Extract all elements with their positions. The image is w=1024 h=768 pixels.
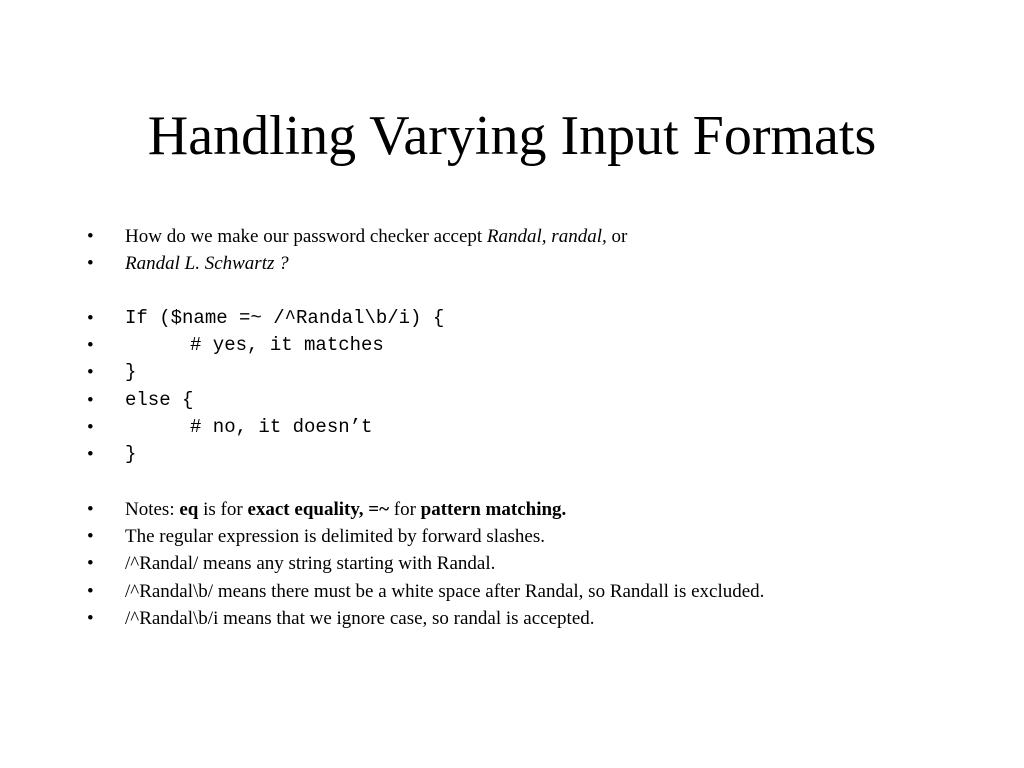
question-prefix: How do we make our password checker accept — [125, 226, 487, 247]
bullet-row — [0, 223, 1024, 250]
bullet-row — [0, 605, 1024, 632]
note-mid: is for — [198, 499, 248, 520]
code-row — [0, 414, 1024, 441]
question-line-2: Randal L. Schwartz ? — [125, 253, 289, 274]
bullet-row — [0, 496, 1024, 523]
note-exact-equality: exact equality, =~ — [247, 499, 389, 520]
bullet-marker: • — [87, 362, 94, 383]
note-mid: for — [389, 499, 421, 520]
note-line-3: /^Randal/ means any string starting with Randal. — [125, 553, 496, 574]
note-line-1 — [125, 496, 566, 523]
bullet-marker: • — [87, 253, 94, 274]
note-line-2: The regular expression is delimited by forward slashes. — [125, 526, 545, 547]
code-row — [0, 387, 1024, 414]
bullet-marker: • — [87, 526, 94, 547]
note-line-4: /^Randal\b/ means there must be a white space after Randal, so Randall is excluded. — [125, 581, 765, 602]
bullet-marker: • — [87, 581, 94, 602]
bullet-marker: • — [87, 553, 94, 574]
note-eq: eq — [179, 499, 199, 520]
code-line: # yes, it matches — [190, 334, 384, 356]
code-line: else { — [125, 389, 194, 411]
bullet-row — [0, 578, 1024, 605]
code-row — [0, 441, 1024, 468]
bullet-marker: • — [87, 608, 94, 629]
bullet-marker: • — [87, 444, 94, 465]
code-line: # no, it doesn’t — [190, 416, 373, 438]
bullet-row — [0, 523, 1024, 550]
bullet-marker: • — [87, 499, 94, 520]
code-row — [0, 305, 1024, 332]
note-prefix: Notes: — [125, 499, 180, 520]
bullet-marker: • — [87, 308, 94, 329]
bullet-row — [0, 250, 1024, 277]
bullet-marker: • — [87, 390, 94, 411]
slide-title: Handling Varying Input Formats — [147, 105, 877, 167]
note-line-5: /^Randal\b/i means that we ignore case, so randal is accepted. — [125, 608, 595, 629]
code-line: } — [125, 361, 137, 383]
bullet-marker: • — [87, 417, 94, 438]
code-row — [0, 359, 1024, 386]
question-names: Randal, randal, — [486, 226, 607, 247]
code-row — [0, 332, 1024, 359]
bullet-row — [0, 550, 1024, 577]
bullet-marker: • — [87, 226, 94, 247]
code-line: } — [125, 443, 137, 465]
question-suffix: or — [606, 226, 628, 247]
note-pattern-matching: pattern matching. — [420, 499, 567, 520]
code-line: If ($name =~ /^Randal\b/i) { — [125, 307, 445, 329]
bullet-marker: • — [87, 335, 94, 356]
question-line-1 — [125, 223, 627, 250]
